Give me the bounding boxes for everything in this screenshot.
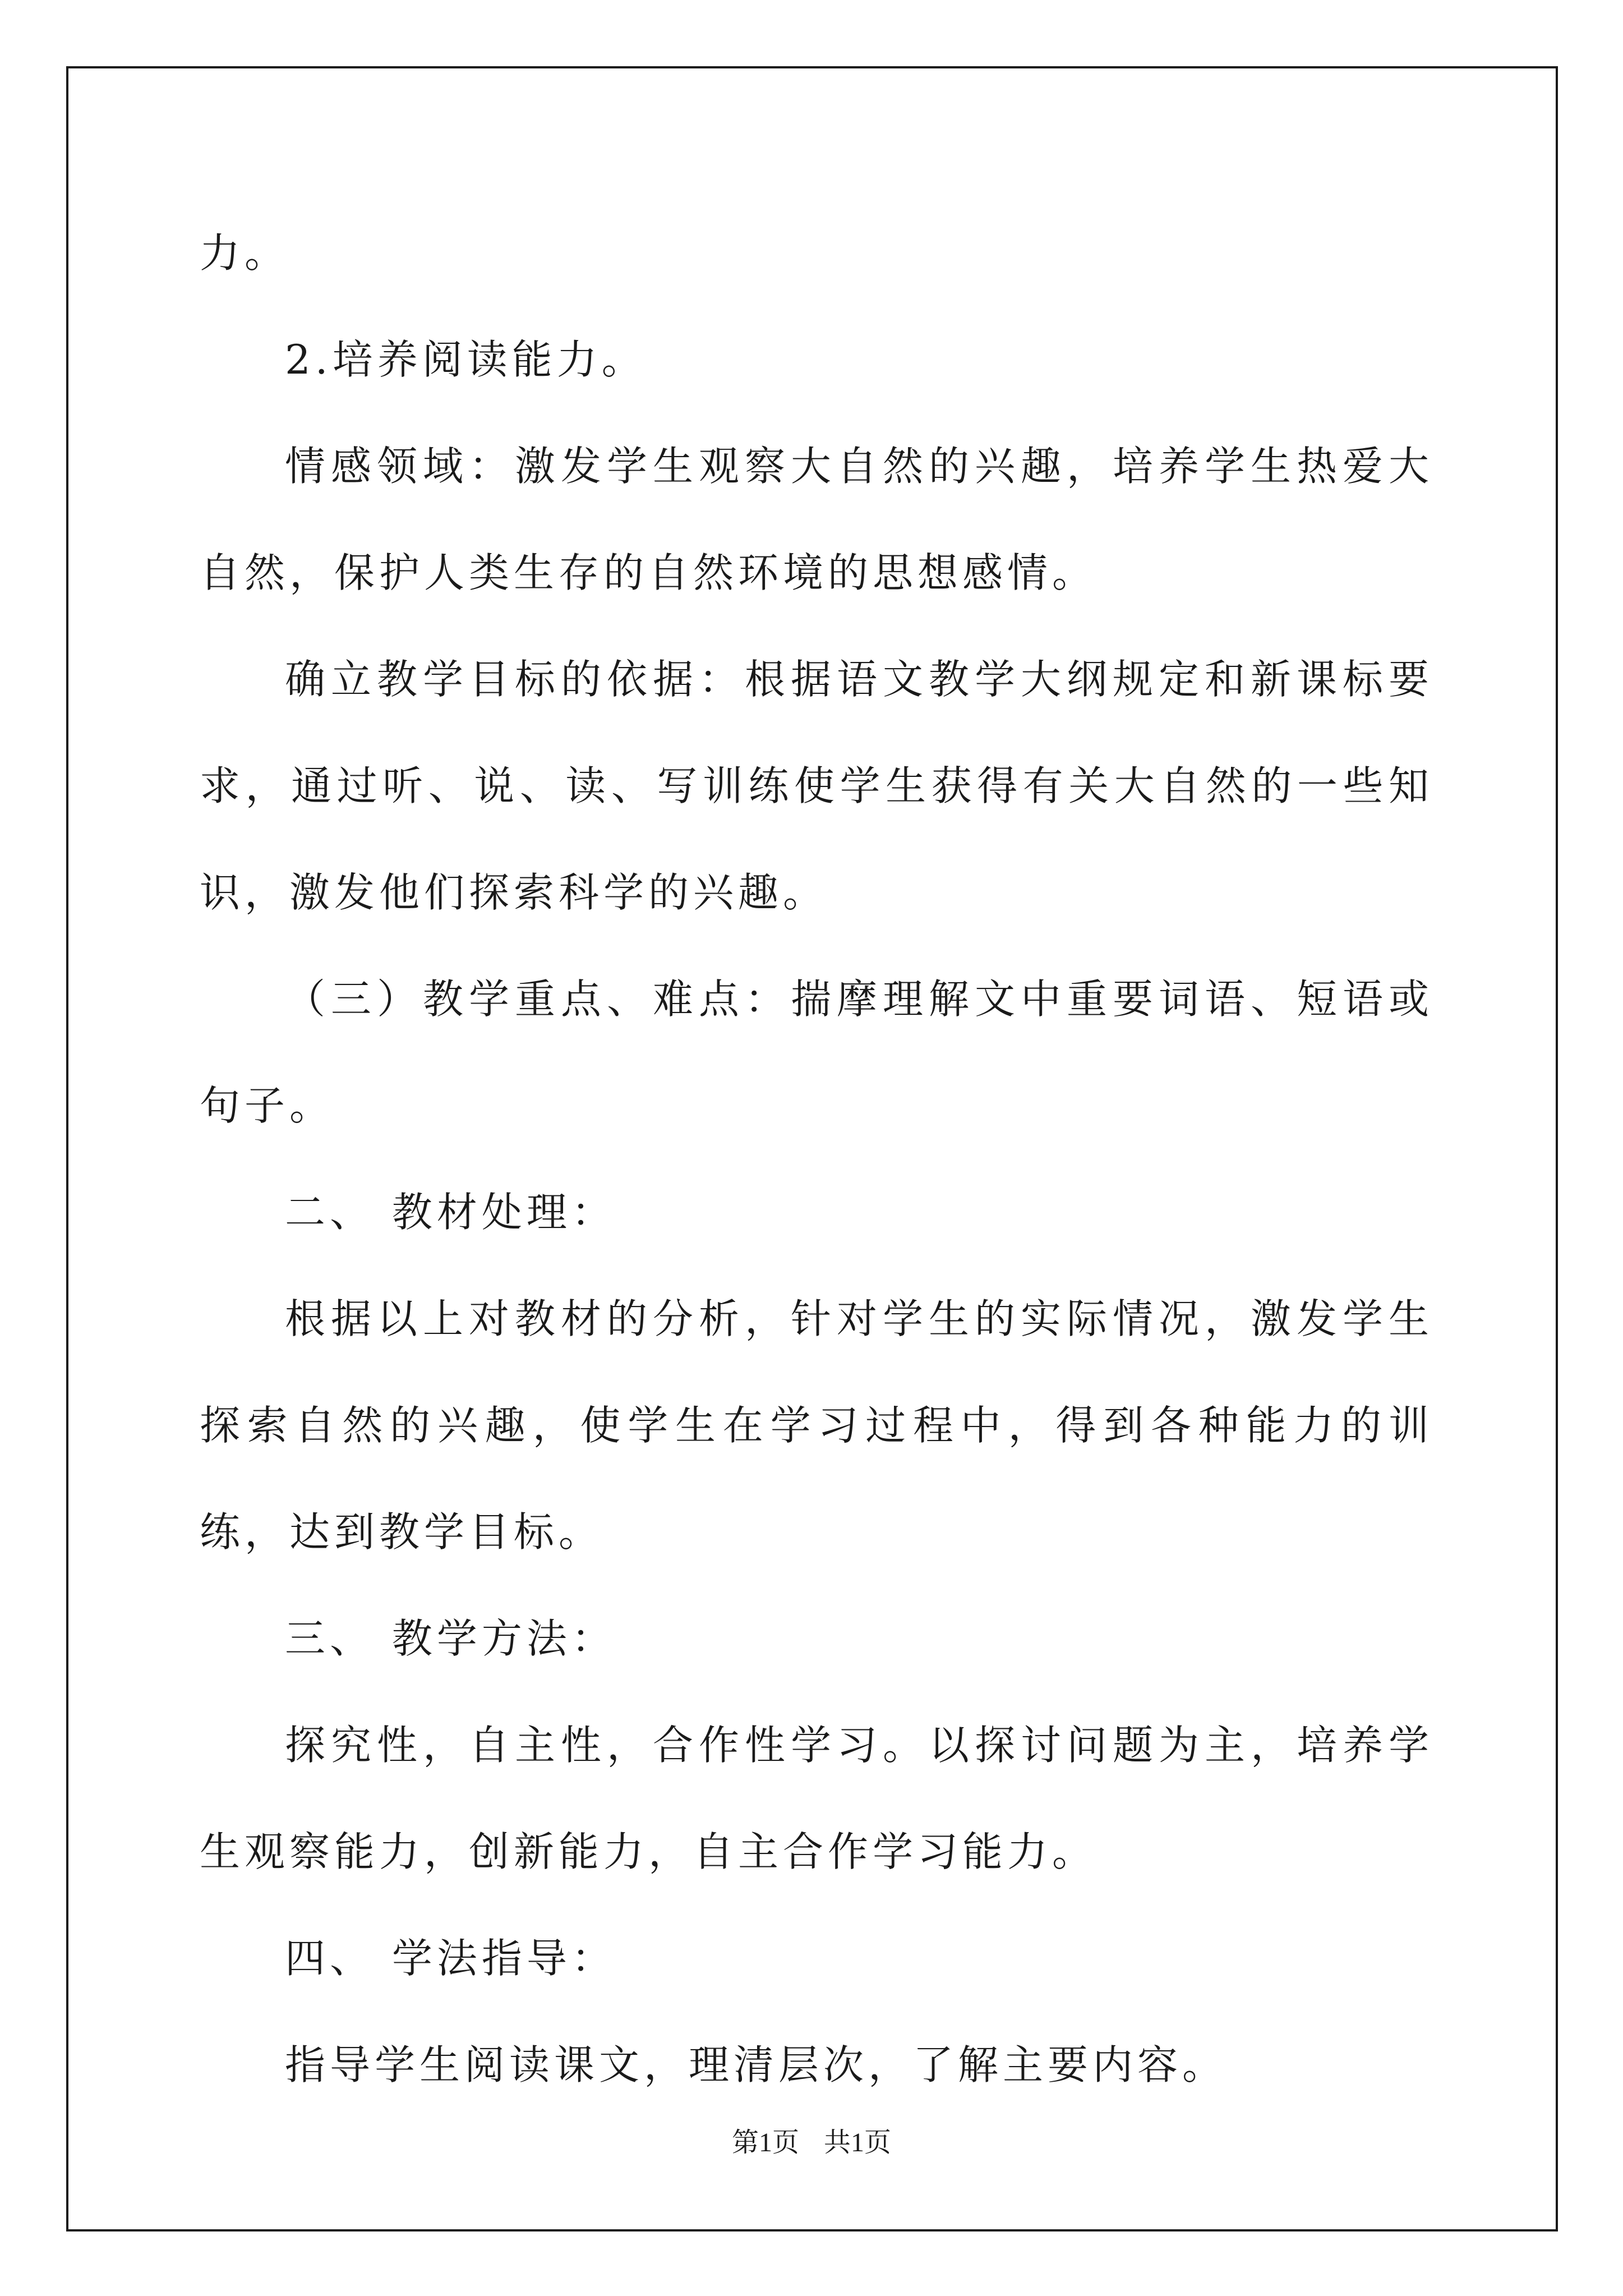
paragraph: 指导学生阅读课文，理清层次，了解主要内容。	[285, 2041, 1228, 2088]
page-footer	[0, 2126, 1623, 2160]
section-heading: 三、 教学方法：	[285, 1615, 616, 1662]
section-heading: 四、 学法指导：	[285, 1935, 616, 1982]
paragraph: 力。	[200, 229, 290, 277]
paragraph: （三）教学重点、难点：揣摩理解文中重要词语、短语或句子。	[200, 976, 1433, 1129]
paragraph: 探究性，自主性，合作性学习。以探讨问题为主，培养学生观察能力，创新能力，自主合作学习能力。	[200, 1722, 1433, 1875]
paragraph: 确立教学目标的依据：根据语文教学大纲规定和新课标要求，通过听、说、读、写训练使学生获得有关大自然的一些知识，激发他们探索科学的兴趣。	[200, 656, 1433, 916]
paragraph: 2.培养阅读能力。	[285, 336, 647, 383]
section-heading: 二、 教材处理：	[285, 1189, 616, 1236]
paragraph: 情感领域：激发学生观察大自然的兴趣，培养学生热爱大自然，保护人类生存的自然环境的思想感情。	[200, 443, 1433, 596]
document-body	[200, 200, 1433, 2118]
page-number-current: 第1页	[731, 2128, 799, 2157]
paragraph: 根据以上对教材的分析，针对学生的实际情况，激发学生探索自然的兴趣，使学生在学习过程中，得到各种能力的训练，达到教学目标。	[200, 1295, 1433, 1556]
page-number-total: 共1页	[824, 2128, 892, 2157]
